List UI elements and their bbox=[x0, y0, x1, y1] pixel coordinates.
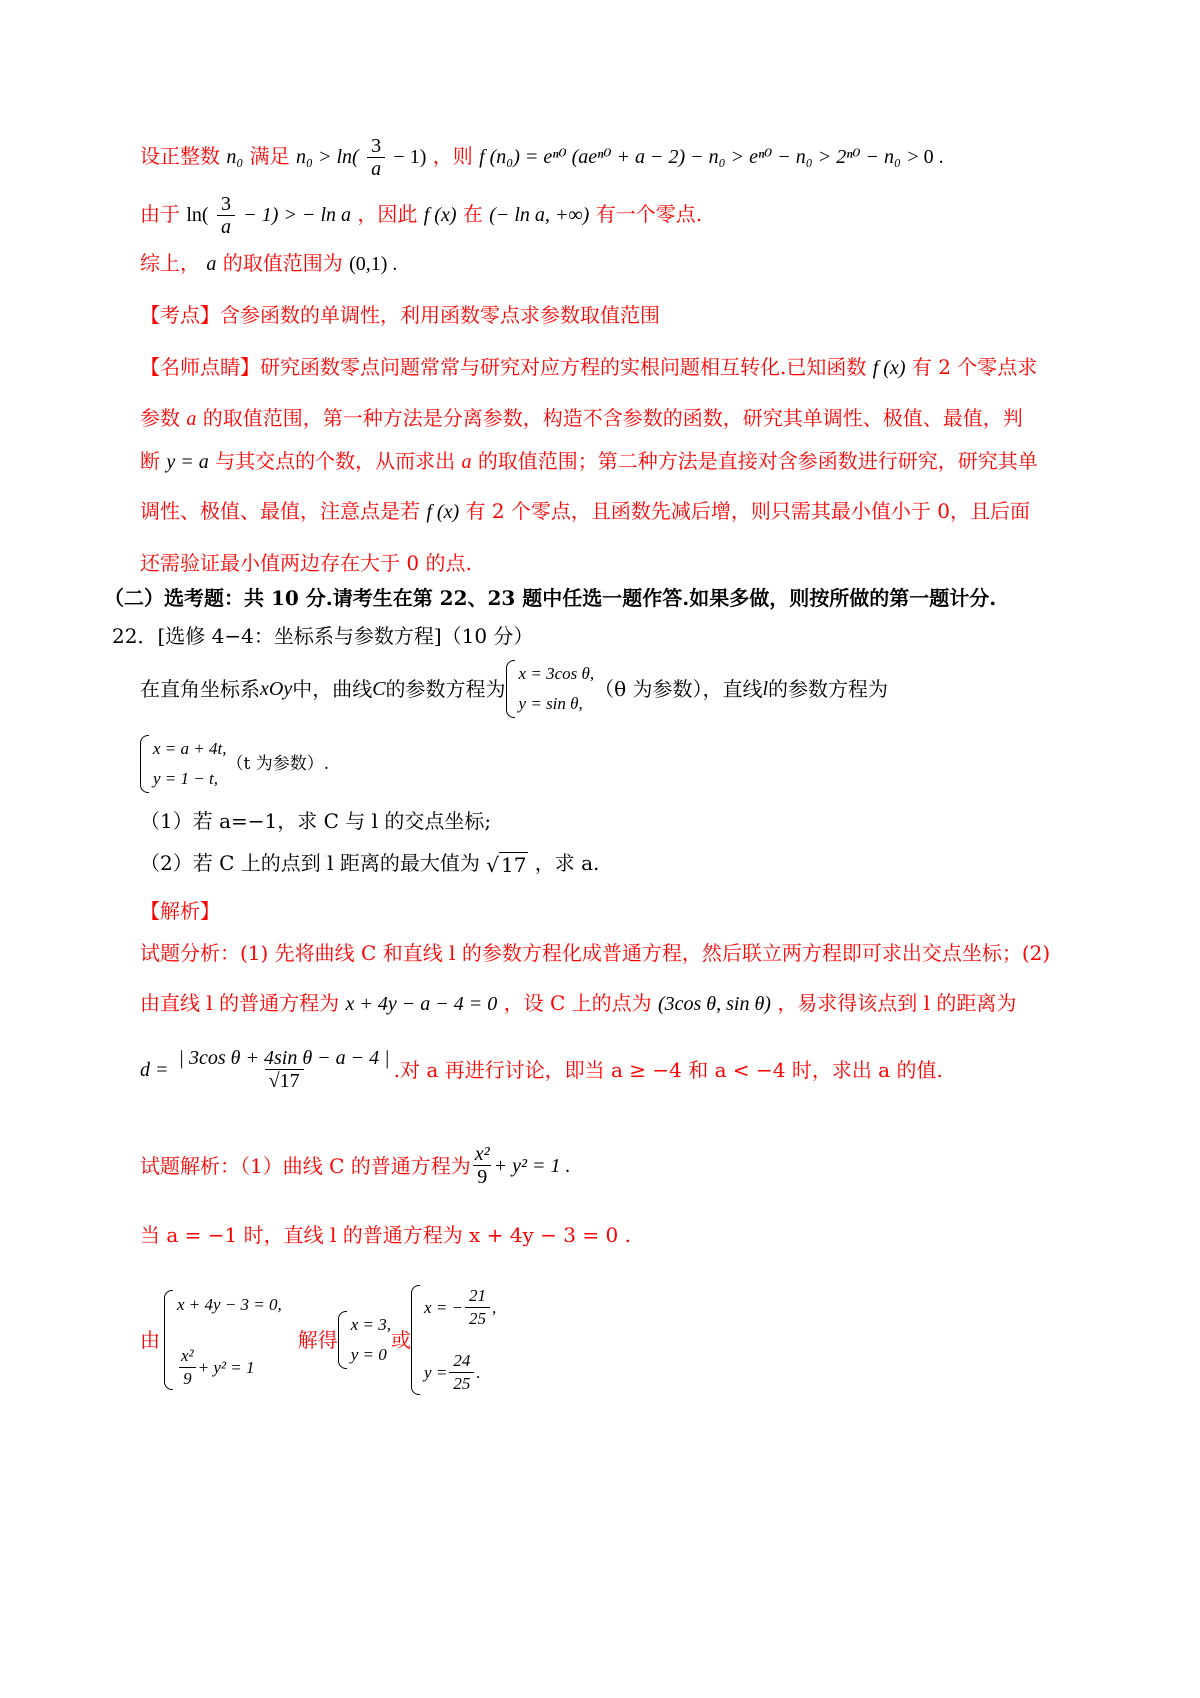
mingshi-line-3 bbox=[140, 448, 1038, 475]
text: （t 为参数）. bbox=[226, 754, 330, 774]
text: 由于 bbox=[140, 202, 180, 226]
text: 试题解析：（1）曲线 C 的普通方程为 bbox=[140, 1153, 471, 1178]
question-22-part-1: （1）若 a=−1，求 C 与 l 的交点坐标; bbox=[140, 809, 492, 833]
math: − 1) bbox=[393, 146, 427, 168]
text: 有一个零点. bbox=[595, 202, 703, 226]
text: .对 a 再进行讨论，即当 a ≥ −4 和 a < −4 时，求出 a 的值. bbox=[393, 1057, 943, 1082]
label: 【考点】 bbox=[140, 303, 220, 327]
text: 或 bbox=[391, 1328, 412, 1352]
text-line-2 bbox=[140, 193, 702, 238]
question-22-line-system bbox=[140, 735, 329, 793]
analysis-line-3 bbox=[140, 1047, 943, 1092]
text: 由 bbox=[140, 1328, 160, 1352]
math: x + 4y − a − 4 = 0 bbox=[345, 993, 498, 1015]
equation-system-combined: x + 4y − 3 = 0, $\frac{\text{x²}}{9}$ + y² = 1 bbox=[164, 1290, 282, 1390]
equation-system-solution-2: x = − $\frac{21}{25}$ , y = $\frac{24}{25}$ . bbox=[411, 1285, 496, 1395]
math: ln( bbox=[186, 204, 209, 226]
text: 中，曲线 bbox=[292, 677, 373, 701]
solution-line-1 bbox=[140, 1143, 571, 1188]
math: C bbox=[372, 678, 386, 700]
math: a bbox=[461, 451, 472, 473]
text: 的取值范围，第一种方法是分离参数，构造不含参数的函数，研究其单调性、极值、最值，判 bbox=[202, 406, 1023, 430]
text-line-3 bbox=[140, 250, 397, 277]
math: y = a bbox=[166, 451, 209, 473]
text: 在 bbox=[462, 202, 483, 226]
text: 含参函数的单调性，利用函数零点求参数取值范围 bbox=[220, 303, 660, 327]
text-line-1 bbox=[140, 135, 944, 180]
jiexi-label: 【解析】 bbox=[140, 899, 220, 923]
sqrt: √ 17 bbox=[486, 852, 527, 877]
equation-system-solution-1: x = 3, y = 0 bbox=[338, 1311, 391, 1369]
question-22-header: 22．[选修 4−4：坐标系与参数方程]（10 分） bbox=[112, 624, 534, 648]
math: d = bbox=[140, 1058, 169, 1081]
fraction: $\frac{3}{a}$ bbox=[217, 193, 235, 238]
math: (3cos θ, sin θ) bbox=[657, 993, 771, 1015]
mingshi-line-4 bbox=[140, 498, 1030, 525]
math: n₀ > ln( bbox=[296, 146, 359, 168]
text: 有 2 个零点，且函数先减后增，则只需其最小值小于 0，且后面 bbox=[465, 499, 1031, 523]
fraction: $\frac{\text{x²}}{9}$ bbox=[474, 1143, 490, 1188]
math: − 1) > − ln a bbox=[243, 204, 352, 226]
math: f (x) bbox=[872, 357, 906, 379]
text: （2）若 C 上的点到 l 距离的最大值为 bbox=[140, 851, 480, 875]
text: 解得 bbox=[297, 1328, 338, 1352]
text: ，则 bbox=[432, 144, 473, 168]
mingshi-line-2 bbox=[140, 405, 1023, 432]
text: 还需验证最小值两边存在大于 0 的点. bbox=[140, 551, 472, 575]
text: ，因此 bbox=[357, 202, 418, 226]
math: xOy bbox=[260, 678, 293, 700]
math: f (x) bbox=[423, 204, 457, 226]
text: 与其交点的个数，从而求出 bbox=[215, 449, 456, 473]
section-title: （二）选考题：共 10 分.请考生在第 22、23 题中任选一题作答.如果多做，则按所做的第一题计分. bbox=[104, 586, 997, 610]
text: 的取值范围；第二种方法是直接对含参函数进行研究，研究其单 bbox=[477, 449, 1038, 473]
mingshi-line-5 bbox=[140, 550, 472, 576]
fraction: $\frac{3}{a}$ bbox=[367, 135, 385, 180]
text: ，易求得该点到 l 的距离为 bbox=[777, 991, 1017, 1015]
analysis-line-1: 试题分析：(1) 先将曲线 C 和直线 l 的参数方程化成普通方程，然后联立两方程即可求出交点坐标；(2) bbox=[140, 941, 1051, 965]
math: n₀ bbox=[226, 146, 244, 168]
text: （θ 为参数），直线 bbox=[594, 677, 763, 701]
math: f (n₀) = eⁿ⁰ (aeⁿ⁰ + a − 2) − n₀ > eⁿ⁰ − n₀ > 2ⁿ⁰ − n₀ bbox=[479, 146, 901, 168]
solution-line-2: 当 a = −1 时，直线 l 的普通方程为 x + 4y − 3 = 0 . bbox=[140, 1223, 631, 1247]
math: (0,1) . bbox=[349, 253, 398, 275]
text: 在直角坐标系 bbox=[140, 677, 260, 701]
text: ，设 C 上的点为 bbox=[503, 991, 652, 1015]
math: l bbox=[762, 678, 769, 700]
text: 研究函数零点问题常常与研究对应方程的实根问题相互转化.已知函数 bbox=[260, 355, 867, 379]
mingshi-line-1 bbox=[140, 354, 1037, 381]
math: f (x) bbox=[426, 501, 460, 523]
math: a bbox=[206, 253, 217, 275]
analysis-line-2 bbox=[140, 990, 1016, 1017]
text: 综上， bbox=[140, 251, 200, 275]
text: 有 2 个零点求 bbox=[911, 355, 1038, 379]
label: 【名师点睛】 bbox=[140, 355, 260, 379]
text: 断 bbox=[140, 449, 160, 473]
text: 的参数方程为 bbox=[385, 677, 506, 701]
text: 设正整数 bbox=[140, 144, 220, 168]
equation-system-line: x = a + 4t, y = 1 − t, bbox=[140, 735, 226, 793]
text: ，求 a. bbox=[534, 851, 600, 875]
math: + y² = 1 . bbox=[493, 1154, 571, 1177]
math: a bbox=[186, 408, 197, 430]
equation-system-curve: x = 3cos θ, y = sin θ, bbox=[506, 660, 595, 718]
math: (− ln a, +∞) bbox=[489, 204, 590, 226]
math: > 0 . bbox=[907, 146, 944, 168]
text: 的取值范围为 bbox=[222, 251, 343, 275]
solution-line-3 bbox=[140, 1285, 496, 1395]
text: 满足 bbox=[249, 144, 290, 168]
kaodian bbox=[140, 302, 660, 328]
text: 参数 bbox=[140, 406, 180, 430]
text: 的参数方程为 bbox=[768, 677, 889, 701]
question-22-part-2 bbox=[140, 850, 599, 878]
distance-fraction: $\frac{\text{| 3cos θ + 4sin θ − a − 4 |}}{√17}$ bbox=[178, 1047, 390, 1092]
text: 调性、极值、最值，注意点是若 bbox=[140, 499, 420, 523]
question-22-body bbox=[140, 660, 888, 718]
text: 由直线 l 的普通方程为 bbox=[140, 991, 340, 1015]
